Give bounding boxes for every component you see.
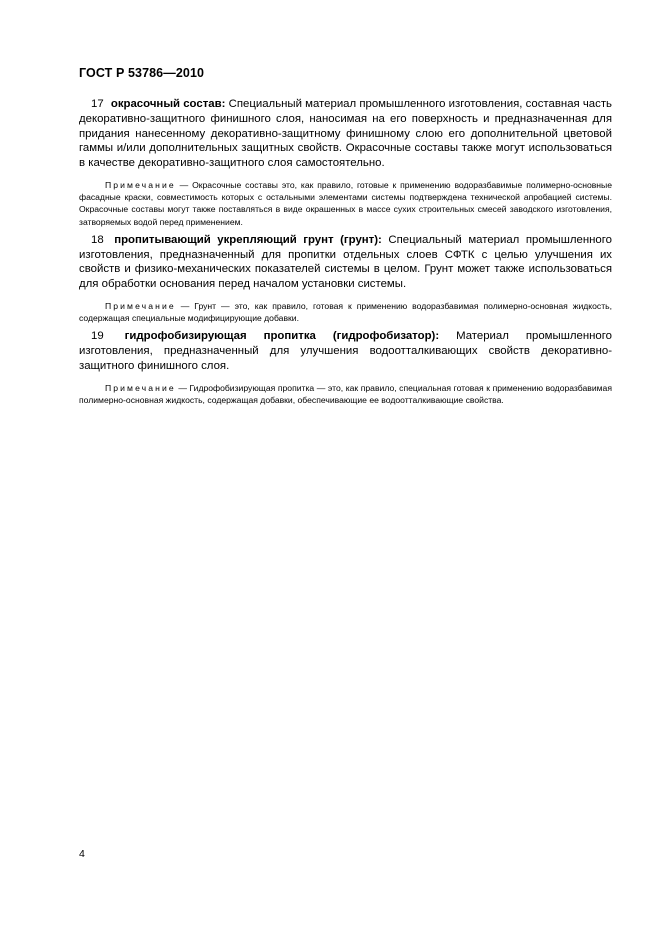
- term-definition: Материал промышленного изготовления, предназначенный для улучшения водоотталкивающих свойств декоративно-защитного финишного слоя.: [79, 330, 612, 372]
- note-label: Примечание: [105, 300, 176, 311]
- term-number: 17: [91, 98, 104, 110]
- term-name: гидрофобизирующая пропитка (гидрофобизатор):: [124, 330, 440, 343]
- note-17: [79, 179, 612, 228]
- note-label: Примечание: [105, 179, 176, 190]
- term-name: окрасочный состав:: [110, 98, 226, 110]
- term-definition: Специальный материал промышленного изготовления, предназначенный для пропитки отдельных слоев СФТК с целью улучшения их свойств и физико-механических показателей системы в целом. Грунт может также использоваться для обработки основания перед началом установки системы.: [79, 233, 613, 291]
- note-19: [79, 382, 612, 406]
- note-text: — Грунт — это, как правило, готовая к применению водоразбавимая полимерно-основная жидкость, содержащая специальные модифицирующие добавки.: [79, 300, 613, 324]
- term-definition: Специальный материал промышленного изготовления, составная часть декоративно-защитного финишного слоя, наносимая на его поверхность и предназначенная для придания нанесенному декоративно-защитному финишному слою его дополнительной цветовой гаммы и/или дополнительных защитных свойств. Окрасочные составы также могут использоваться в качестве декоративно-защитного слоя самостоятельно.: [79, 98, 612, 170]
- term-17: [79, 97, 612, 171]
- page-number: 4: [79, 848, 85, 860]
- term-name: пропитывающий укрепляющий грунт (грунт):: [114, 233, 382, 246]
- note-label: Примечание: [105, 382, 176, 393]
- term-18: [79, 233, 612, 292]
- note-18: [79, 300, 612, 324]
- note-text: — Окрасочные составы это, как правило, готовые к применению водоразбавимые полимерно-основные фасадные краски, совместимость которых с остальными элементами системы подтверждена технической апробацией системы. Окрасочные составы могут также поставляться в виде окрашенных в массе сухих строительных смесей заводского изготовления, затворяемых водой перед применением.: [79, 179, 612, 227]
- standard-header: ГОСТ Р 53786—2010: [79, 66, 205, 80]
- term-number: 19: [91, 330, 104, 343]
- terms-section: [79, 97, 612, 411]
- term-19: [79, 329, 612, 373]
- note-text: — Гидрофобизирующая пропитка — это, как правило, специальная готовая к применению водоразбавимая полимерно-основная жидкость, содержащая добавки, обеспечивающие ее водоотталкивающие свойства.: [79, 382, 612, 405]
- term-number: 18: [91, 233, 104, 246]
